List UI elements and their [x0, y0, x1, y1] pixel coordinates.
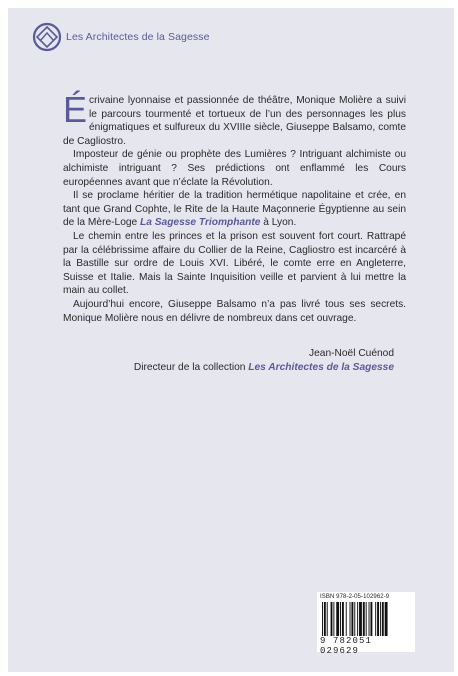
barcode-bar — [369, 602, 370, 636]
back-cover-text — [63, 89, 406, 325]
barcode — [317, 592, 415, 656]
barcode-bar — [324, 602, 326, 636]
barcode-bar — [375, 602, 376, 636]
barcode-bar — [336, 602, 339, 636]
barcode-bar — [377, 602, 379, 636]
barcode-bars — [320, 602, 412, 636]
paragraph-1 — [63, 89, 406, 148]
barcode-bar — [382, 602, 384, 636]
collection-name: Les Architectes de la Sagesse — [248, 362, 394, 373]
series-header — [32, 22, 210, 52]
barcode-bar — [327, 602, 328, 636]
barcode-bar — [346, 602, 347, 636]
paragraph-1-text: crivaine lyonnaise et passionnée de théâtre, Monique Molière a suivi le parcours tourmenté et tortueux de l’un des personnages les plus énigmatiques et sulfureux du XVIIIe siècle, Giuseppe Balsamo, comte de Cagliostro. — [63, 95, 406, 147]
barcode-bar — [354, 602, 355, 636]
paragraph-5: Aujourd’hui encore, Giuseppe Balsamo n’a pas livré tous ses secrets. Monique Molière nous en délivre de nombreux dans cet ouvrage. — [63, 298, 406, 324]
barcode-bar — [357, 602, 358, 636]
barcode-bar — [331, 602, 333, 636]
paragraph-4: Le chemin entre les princes et la prison est souvent fort court. Rattrapé par la célébrissime affaire du Collier de la Reine, Cagliostro est incarcéré à la Bastille sur ordre de Louis XVI. Libéré, le comte erre en Angleterre, Suisse et Italie. Mais la Sainte Inquisition veille et parvient à lui mettre la main au collet. — [63, 230, 406, 297]
series-name: Les Architectes de la Sagesse — [66, 31, 210, 43]
barcode-bar — [342, 602, 344, 636]
isbn-label: ISBN 978-2-05-102962-9 — [320, 594, 390, 600]
paragraph-3-text: Il se proclame héritier de la tradition hermétique napolitaine et crée, en tant que Grand Cophte, le Rite de la Haute Maçonnerie Égyptienne au sein de la Mère-Loge — [63, 190, 406, 229]
barcode-bar — [363, 602, 365, 636]
barcode-bar — [366, 602, 367, 636]
compass-square-logo-icon — [32, 22, 62, 52]
signature-role-prefix: Directeur de la collection — [133, 362, 249, 373]
barcode-bar — [322, 602, 323, 636]
drop-cap: É — [63, 89, 88, 130]
signature-author: Jean-Noël Cuénod — [309, 348, 394, 359]
barcode-bar — [359, 602, 362, 636]
barcode-bar — [340, 602, 341, 636]
barcode-bar — [350, 602, 351, 636]
barcode-bar — [370, 602, 372, 636]
barcode-bar — [380, 602, 381, 636]
barcode-bar — [385, 602, 388, 636]
paragraph-3-end: à Lyon. — [260, 217, 297, 229]
lodge-name: La Sagesse Triomphante — [140, 217, 261, 229]
back-cover — [8, 8, 454, 672]
signature-block — [134, 347, 394, 375]
paragraph-2: Imposteur de génie ou prophète des Lumières ? Intriguant alchimiste ou alchimiste intriguant ? Ses prédictions ont enflammé les Cours européennes avant que n’éclate la Révolution. — [63, 149, 406, 188]
signature-role — [134, 361, 394, 375]
barcode-digits: 9 782051 029629 — [320, 636, 373, 656]
paragraph-3 — [63, 189, 406, 230]
barcode-bar — [333, 602, 334, 636]
barcode-bar — [351, 602, 353, 636]
